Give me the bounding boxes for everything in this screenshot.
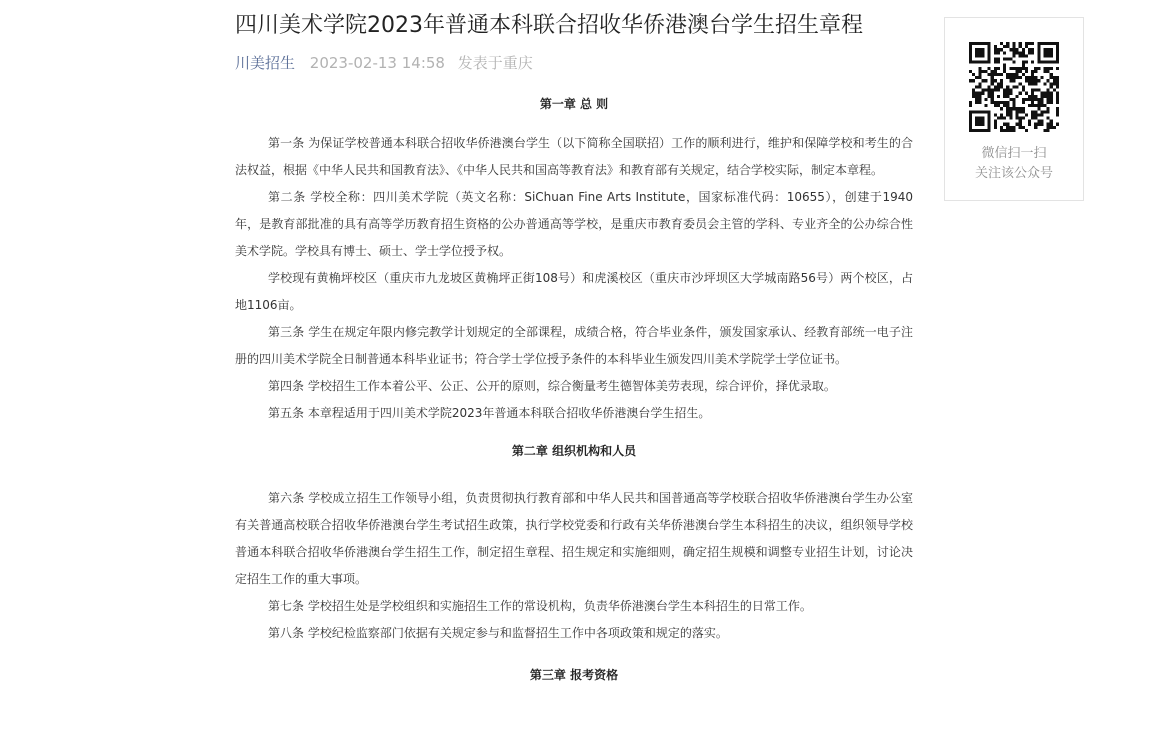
- chapter-heading: 第三章 报考资格: [529, 668, 619, 682]
- paragraph: 第三条 学生在规定年限内修完教学计划规定的全部课程，成绩合格，符合毕业条件，颁发国家承认、经教育部统一电子注册的四川美术学院全日制普通本科毕业证书；符合学士学位授予条件的本科毕业生颁发四川美术学院学士学位证书。: [235, 325, 913, 366]
- qr-caption: [945, 144, 1083, 184]
- paragraph: 第一条 为保证学校普通本科联合招收华侨港澳台学生（以下简称全国联招）工作的顺利进行，维护和保障学校和考生的合法权益，根据《中华人民共和国教育法》、《中华人民共和国高等教育法》和教育部有关规定，结合学校实际，制定本章程。: [235, 136, 913, 177]
- paragraph: 第七条 学校招生处是学校组织和实施招生工作的常设机构，负责华侨港澳台学生本科招生的日常工作。: [268, 599, 812, 613]
- article-meta: [235, 51, 913, 75]
- chapter-heading: 第一章 总 则: [539, 97, 609, 111]
- qr-caption-line: 关注该公众号: [974, 166, 1053, 181]
- article-content: [235, 91, 913, 689]
- account-name-link[interactable]: 川美招生: [235, 54, 296, 72]
- chapter-heading: 第二章 组织机构和人员: [511, 444, 637, 458]
- article: [235, 0, 913, 701]
- paragraph: 第五条 本章程适用于四川美术学院2023年普通本科联合招收华侨港澳台学生招生。: [268, 406, 711, 420]
- qr-code-icon[interactable]: [969, 42, 1059, 132]
- paragraph: 第八条 学校纪检监察部门依据有关规定参与和监督招生工作中各项政策和规定的落实。: [268, 626, 728, 640]
- qr-caption-line: 微信扫一扫: [981, 146, 1047, 161]
- qr-follow-panel: [944, 17, 1084, 201]
- publish-date: 2023-02-13 14:58: [309, 54, 445, 72]
- article-title: 四川美术学院2023年普通本科联合招收华侨港澳台学生招生章程: [235, 13, 863, 38]
- paragraph: 学校现有黄桷坪校区（重庆市九龙坡区黄桷坪正街108号）和虎溪校区（重庆市沙坪坝区大学城南路56号）两个校区，占地1106亩。: [235, 271, 913, 312]
- paragraph: 第六条 学校成立招生工作领导小组，负责贯彻执行教育部和中华人民共和国普通高等学校联合招收华侨港澳台学生办公室有关普通高校联合招收华侨港澳台学生考试招生政策，执行学校党委和行政有关华侨港澳台学生本科招生的决议，组织领导学校普通本科联合招收华侨港澳台学生招生工作，制定招生章程、招生规定和实施细则，确定招生规模和调整专业招生计划，讨论决定招生工作的重大事项。: [235, 491, 913, 586]
- paragraph: 第四条 学校招生工作本着公平、公正、公开的原则，综合衡量考生德智体美劳表现，综合评价，择优录取。: [268, 379, 836, 393]
- paragraph: 第二条 学校全称：四川美术学院（英文名称：SiChuan Fine Arts Institute，国家标准代码：10655），创建于1940年，是教育部批准的具有高等学历教育招生资格的公办普通高等学校，是重庆市教育委员会主管的学科、专业齐全的公办综合性美术学院。学校具有博士、硕士、学士学位授予权。: [235, 190, 913, 258]
- publish-location: 发表于重庆: [457, 54, 533, 72]
